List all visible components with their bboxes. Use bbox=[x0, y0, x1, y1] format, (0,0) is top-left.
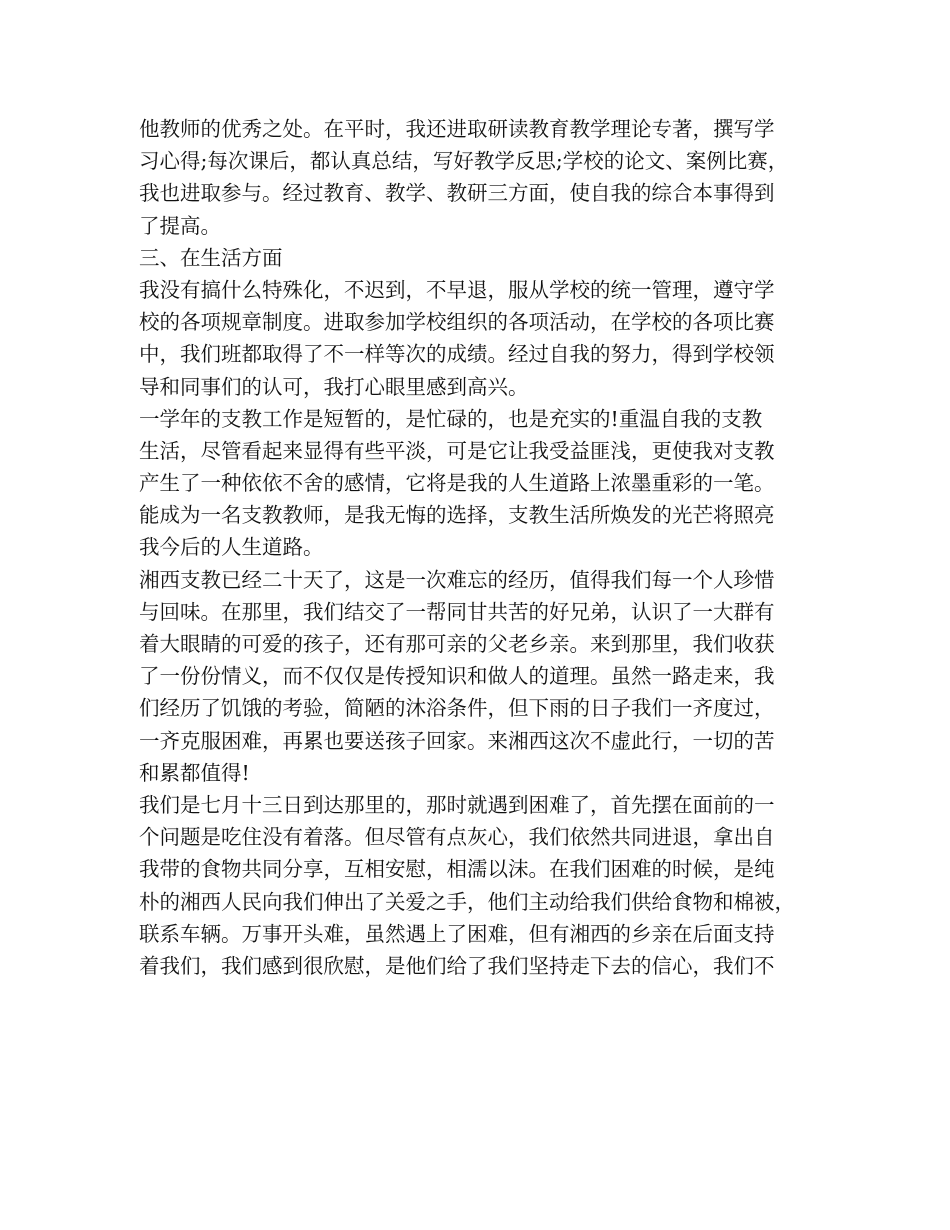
text-line: 校的各项规章制度。进取参加学校组织的各项活动，在学校的各项比赛 bbox=[139, 310, 775, 335]
text-line: 我也进取参与。经过教育、教学、教研三方面，使自我的综合本事得到 bbox=[139, 181, 775, 206]
text-line: 我没有搞什么特殊化，不迟到，不早退，服从学校的统一管理，遵守学 bbox=[139, 277, 775, 302]
text-line: 他教师的优秀之处。在平时，我还进取研读教育教学理论专著，撰写学 bbox=[139, 117, 775, 141]
text-line: 湘西支教已经二十天了，这是一次难忘的经历，值得我们每一个人珍惜 bbox=[139, 567, 775, 592]
text-line: 一学年的支教工作是短暂的，是忙碌的，也是充实的!重温自我的支教 bbox=[139, 406, 763, 431]
text-line: 导和同事们的认可，我打心眼里感到高兴。 bbox=[139, 374, 529, 399]
text-line: 我带的食物共同分享，互相安慰，相濡以沫。在我们困难的时候，是纯 bbox=[139, 857, 775, 882]
text-line: 中，我们班都取得了不一样等次的成绩。经过自我的努力，得到学校领 bbox=[139, 342, 775, 367]
text-line: 我们是七月十三日到达那里的，那时就遇到困难了，首先摆在面前的一 bbox=[139, 792, 775, 817]
text-line: 一齐克服困难，再累也要送孩子回家。来湘西这次不虚此行，一切的苦 bbox=[139, 728, 775, 753]
text-line: 个问题是吃住没有着落。但尽管有点灰心，我们依然共同进退，拿出自 bbox=[139, 825, 775, 850]
text-line: 了提高。 bbox=[139, 213, 221, 238]
text-line: 三、在生活方面 bbox=[139, 245, 283, 270]
text-line: 朴的湘西人民向我们伸出了关爱之手，他们主动给我们供给食物和棉被， bbox=[139, 889, 795, 914]
document-body bbox=[139, 113, 815, 982]
text-line: 与回味。在那里，我们结交了一帮同甘共苦的好兄弟，认识了一大群有 bbox=[139, 599, 775, 624]
text-line: 能成为一名支教教师，是我无悔的选择，支教生活所焕发的光芒将照亮 bbox=[139, 503, 775, 528]
text-line: 了一份份情义，而不仅仅是传授知识和做人的道理。虽然一路走来，我 bbox=[139, 664, 775, 689]
text-line: 和累都值得! bbox=[139, 760, 250, 785]
text-line: 产生了一种依依不舍的感情，它将是我的人生道路上浓墨重彩的一笔。 bbox=[139, 471, 775, 496]
text-line: 习心得;每次课后，都认真总结，写好教学反思;学校的论文、案例比赛， bbox=[139, 149, 789, 174]
text-line: 联系车辆。万事开头难，虽然遇上了困难，但有湘西的乡亲在后面支持 bbox=[139, 921, 775, 946]
text-line: 着大眼睛的可爱的孩子，还有那可亲的父老乡亲。来到那里，我们收获 bbox=[139, 632, 775, 656]
text-line: 生活，尽管看起来显得有些平淡，可是它让我受益匪浅，更使我对支教 bbox=[139, 438, 775, 463]
text-line: 们经历了饥饿的考验，简陋的沐浴条件，但下雨的日子我们一齐度过， bbox=[139, 696, 775, 721]
text-line: 着我们，我们感到很欣慰，是他们给了我们坚持走下去的信心，我们不 bbox=[139, 953, 775, 978]
text-line: 我今后的人生道路。 bbox=[139, 535, 324, 560]
